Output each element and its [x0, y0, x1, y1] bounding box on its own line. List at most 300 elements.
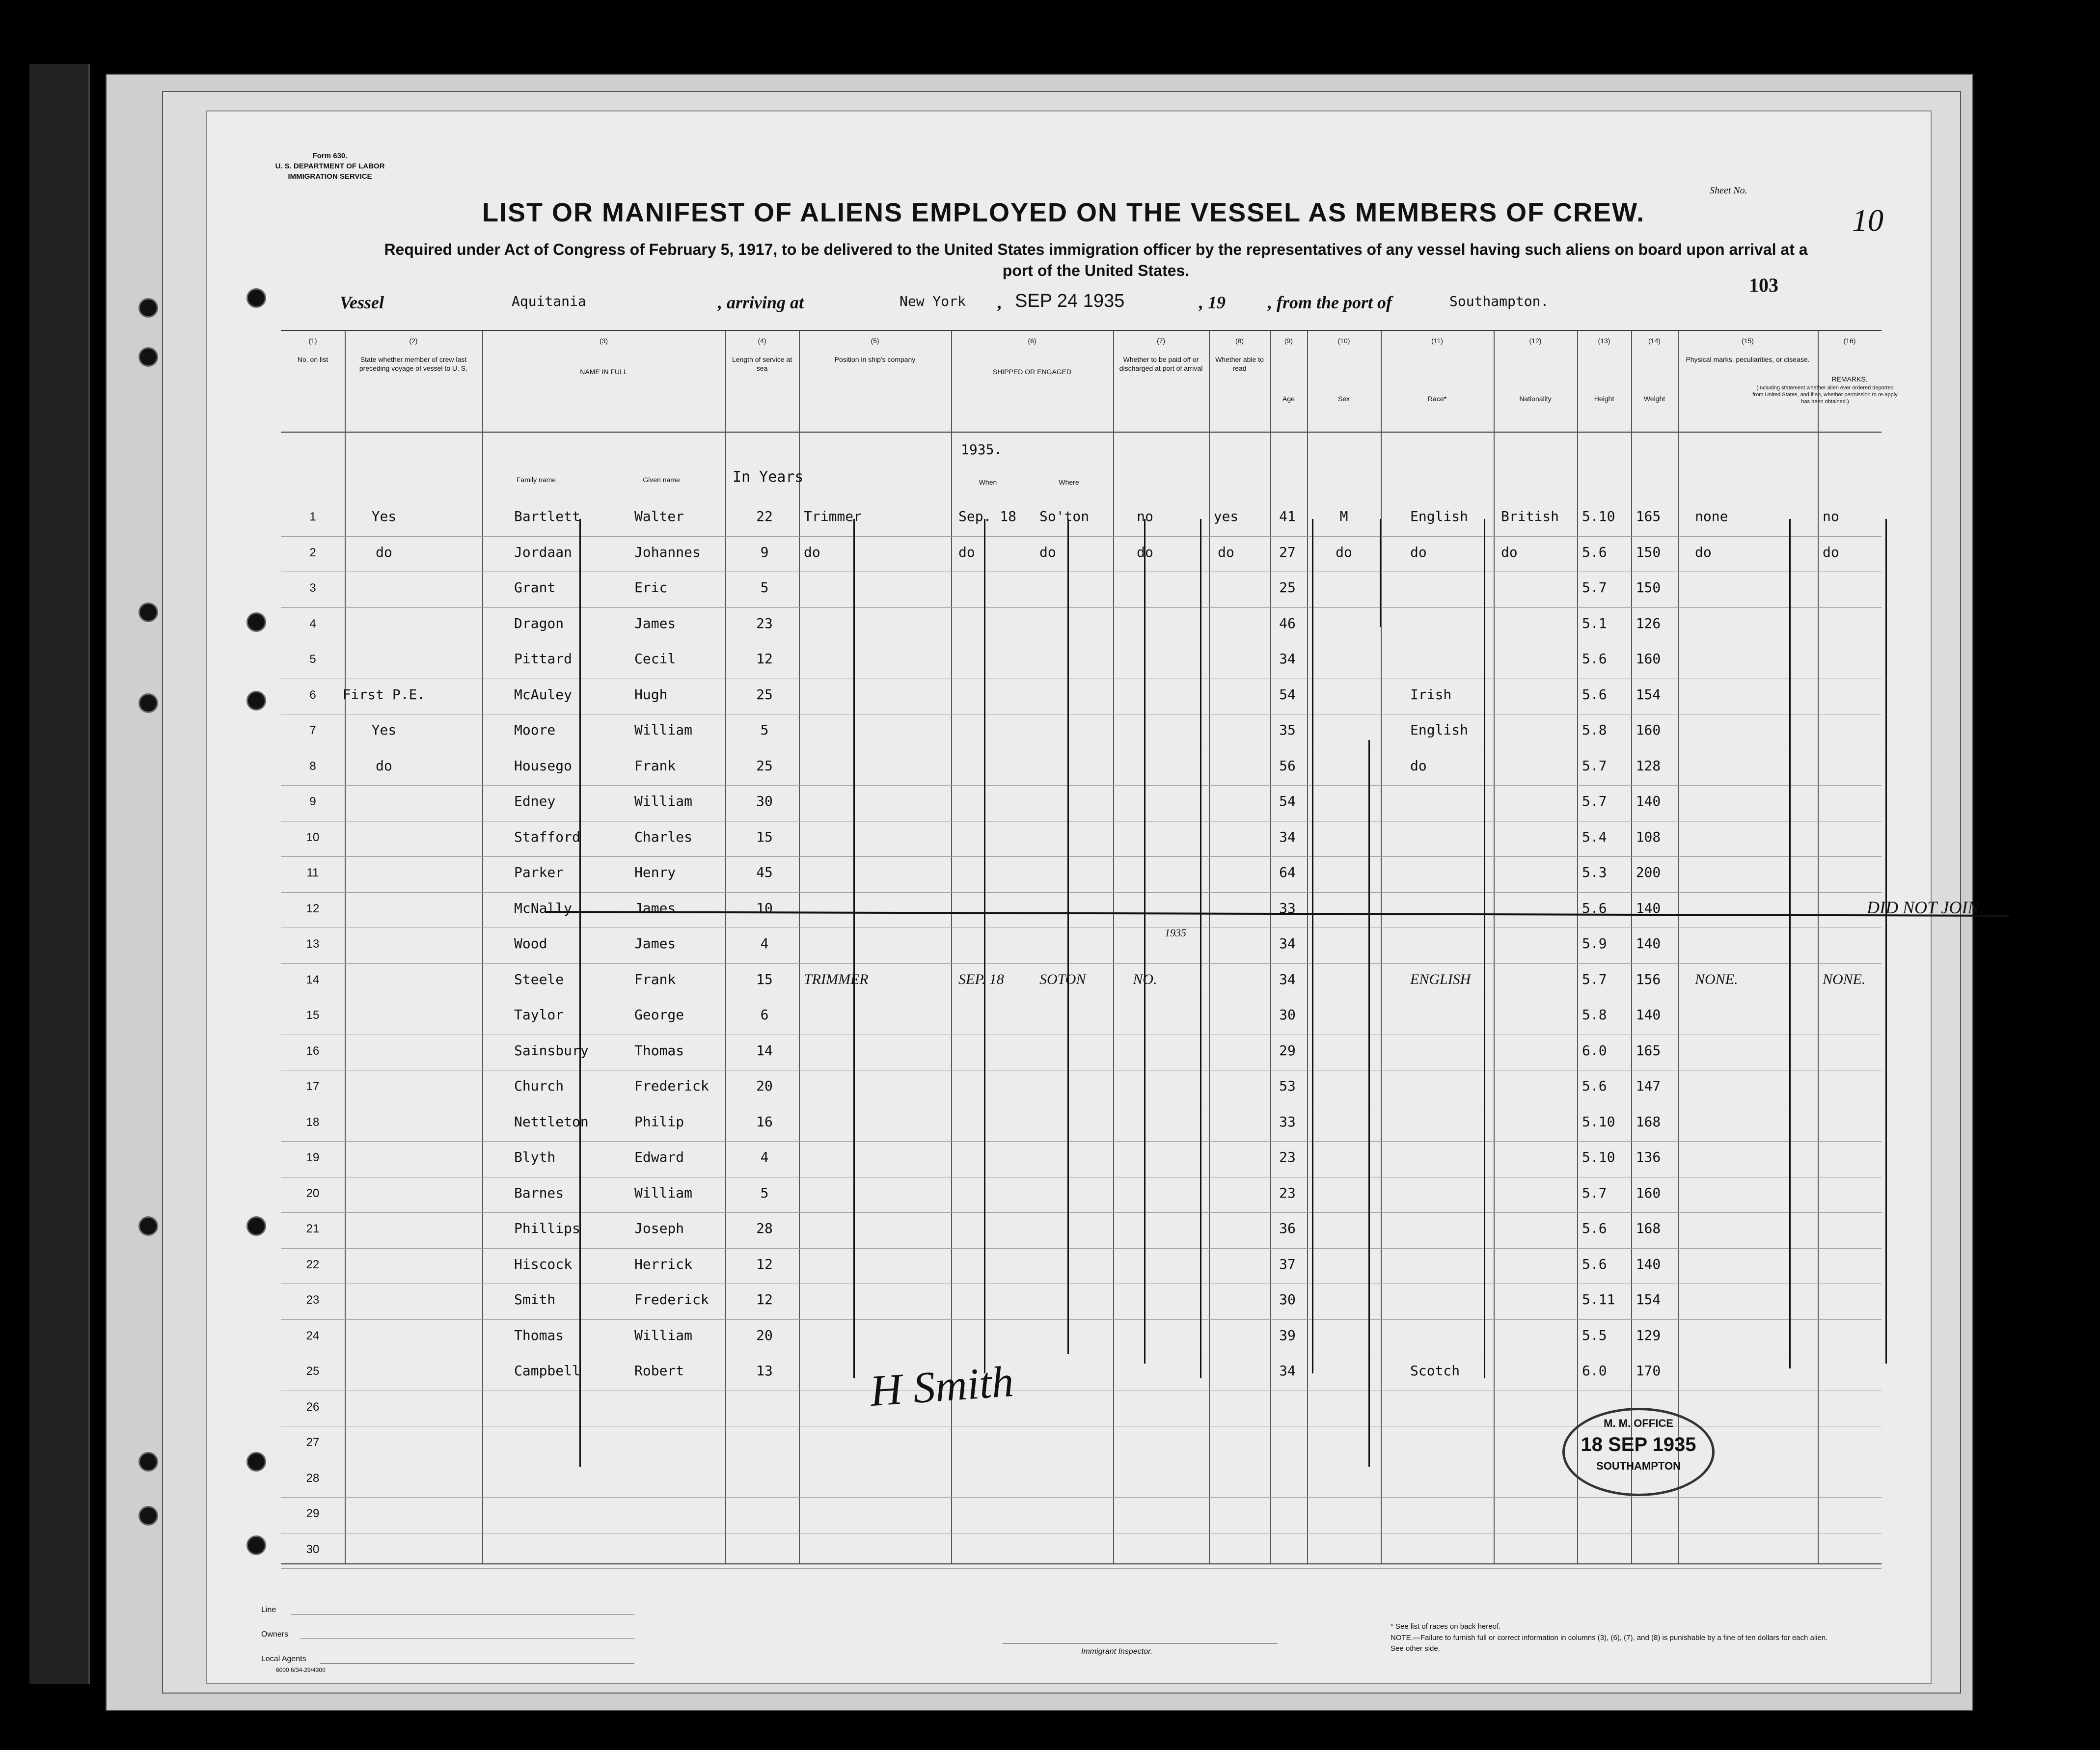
cell-family: Moore — [514, 722, 556, 738]
cell-marks: none — [1695, 508, 1728, 524]
row-number: 24 — [306, 1329, 320, 1342]
cell-weight: 150 — [1636, 579, 1661, 596]
row-number: 20 — [306, 1186, 320, 1200]
cell-weight: 128 — [1636, 757, 1661, 774]
cell-weight: 126 — [1636, 615, 1661, 631]
cell-weight: 165 — [1636, 1042, 1661, 1059]
column-header: Whether to be paid off or discharged at port of arrival — [1119, 355, 1203, 372]
cell-height: 5.7 — [1582, 793, 1607, 809]
cell-race: do — [1410, 544, 1427, 560]
cell-age: 39 — [1279, 1327, 1296, 1343]
cell-weight: 140 — [1636, 1007, 1661, 1023]
where-subheader: Where — [1059, 478, 1079, 486]
cell-age: 46 — [1279, 615, 1296, 631]
service: IMMIGRATION SERVICE — [288, 172, 372, 181]
row-number: 28 — [306, 1471, 320, 1485]
cell-height: 5.10 — [1582, 1113, 1615, 1130]
cell-age: 34 — [1279, 828, 1296, 845]
column-number: (3) — [599, 337, 608, 345]
row-number: 4 — [309, 617, 316, 630]
cell-race: English — [1410, 722, 1469, 738]
cell-age: 23 — [1279, 1149, 1296, 1165]
cell-age: 33 — [1279, 1113, 1296, 1130]
cell-given: Joseph — [634, 1220, 684, 1236]
cell-given: Frank — [634, 971, 676, 987]
cell-family: Church — [514, 1078, 564, 1094]
column-header: REMARKS. — [1831, 375, 1868, 383]
column-divider — [1818, 331, 1819, 1563]
binder-hole — [138, 602, 158, 622]
cell-weight: 147 — [1636, 1078, 1661, 1094]
row-number: 6 — [309, 688, 316, 702]
remarks-note: (Including statement whether alien ever ordered deported from United States, and if so, whether permission to re-apply has been obtained.) — [1752, 385, 1898, 405]
cell-family: Housego — [514, 757, 573, 774]
cell-height: 5.9 — [1582, 935, 1607, 952]
row-rule — [281, 1212, 1882, 1213]
cell-service: 15 — [756, 971, 773, 987]
cell-service: 25 — [756, 686, 773, 703]
cell-race: ENGLISH — [1410, 971, 1471, 987]
column-number: (16) — [1843, 337, 1856, 345]
cell-height: 5.6 — [1582, 651, 1607, 667]
vessel-name: Aquitania — [512, 293, 586, 309]
date-comma: , — [998, 293, 1002, 312]
row-number: 11 — [306, 866, 319, 879]
cell-service: 20 — [756, 1327, 773, 1343]
binder-hole — [138, 1452, 158, 1472]
cell-height: 5.7 — [1582, 1184, 1607, 1201]
cell-given: Thomas — [634, 1042, 684, 1059]
footer-agents-label: Local Agents — [261, 1655, 306, 1663]
row-rule — [281, 1141, 1882, 1142]
cell-family: McNally — [514, 900, 573, 916]
column-number: (4) — [758, 337, 766, 345]
cell-family: Smith — [514, 1291, 556, 1308]
cell-weight: 160 — [1636, 722, 1661, 738]
cell-given: Johannes — [634, 544, 701, 560]
cell-age: 34 — [1279, 1363, 1296, 1379]
cell-sex: do — [1336, 544, 1352, 560]
cell-race: Scotch — [1410, 1363, 1460, 1379]
cell-where: So'ton — [1039, 508, 1090, 524]
page-subtitle: Required under Act of Congress of February 5, 1917, to be delivered to the United States immigration officer by the representatives of any vessel having such aliens on board upon arrival at a port of the United States. — [384, 241, 1808, 280]
cell-service: 4 — [760, 1149, 769, 1165]
row-rule — [281, 856, 1882, 857]
row-number: 13 — [306, 937, 320, 951]
cell-weight: 140 — [1636, 935, 1661, 952]
departure-port: Southampton. — [1449, 293, 1549, 309]
cell-service: 13 — [756, 1363, 773, 1379]
crew-table — [281, 330, 1898, 1564]
cell-given: Walter — [634, 508, 684, 524]
column-divider — [1494, 331, 1495, 1563]
cell-service: 23 — [756, 615, 773, 631]
row-number: 2 — [309, 546, 316, 559]
column-number: (12) — [1529, 337, 1542, 345]
row-rule — [281, 1568, 1882, 1569]
cell-age: 27 — [1279, 544, 1296, 560]
cell-family: Phillips — [514, 1220, 580, 1236]
cell-height: 5.6 — [1582, 1078, 1607, 1094]
cell-family: Parker — [514, 864, 564, 880]
form-id-block — [266, 151, 394, 182]
row-number: 9 — [309, 795, 316, 808]
cell-age: 34 — [1279, 935, 1296, 952]
cell-age: 64 — [1279, 864, 1296, 880]
cell-given: Hugh — [634, 686, 668, 703]
column-header: Height — [1594, 395, 1614, 403]
row-number: 22 — [306, 1258, 320, 1271]
cell-prev: First P.E. — [342, 686, 426, 703]
row-rule — [281, 963, 1882, 964]
cell-family: Sainsbury — [514, 1042, 589, 1059]
cell-age: 54 — [1279, 686, 1296, 703]
cell-weight: 140 — [1636, 1256, 1661, 1272]
cell-service: 5 — [760, 722, 769, 738]
cell-service: 20 — [756, 1078, 773, 1094]
cell-weight: 140 — [1636, 793, 1661, 809]
cell-service: 28 — [756, 1220, 773, 1236]
stamp-place: SOUTHAMPTON — [1596, 1460, 1681, 1472]
cell-position: TRIMMER — [804, 971, 869, 987]
cell-service: 10 — [756, 900, 773, 916]
cell-paid: NO. — [1133, 971, 1157, 987]
row-number: 1 — [309, 510, 316, 523]
cell-service: 12 — [756, 651, 773, 667]
cell-family: Grant — [514, 579, 556, 596]
column-number: (8) — [1235, 337, 1244, 345]
cell-service: 22 — [756, 508, 773, 524]
cell-weight: 140 — [1636, 900, 1661, 916]
cell-paid: no — [1137, 508, 1153, 524]
column-divider — [482, 331, 483, 1563]
cell-height: 6.0 — [1582, 1363, 1607, 1379]
cell-position: Trimmer — [804, 508, 862, 524]
given-name-subheader: Given name — [643, 476, 680, 484]
cell-given: James — [634, 935, 676, 952]
cell-family: Steele — [514, 971, 564, 987]
cell-service: 25 — [756, 757, 773, 774]
cell-paid: do — [1137, 544, 1153, 560]
header-separator — [281, 432, 1882, 433]
cell-height: 5.7 — [1582, 757, 1607, 774]
cell-weight: 154 — [1636, 686, 1661, 703]
row-rule — [281, 536, 1882, 537]
column-header: Weight — [1643, 395, 1665, 403]
binder-hole — [246, 691, 266, 711]
cell-given: William — [634, 793, 693, 809]
cell-weight: 160 — [1636, 1184, 1661, 1201]
cell-marks: do — [1695, 544, 1712, 560]
cell-race: English — [1410, 508, 1469, 524]
cell-where: do — [1039, 544, 1056, 560]
cell-given: Edward — [634, 1149, 684, 1165]
year-note-row-14: 1935 — [1165, 927, 1186, 939]
row-number: 14 — [306, 973, 320, 986]
row-rule — [281, 1248, 1882, 1249]
column-number: (14) — [1648, 337, 1661, 345]
cell-weight: 168 — [1636, 1220, 1661, 1236]
binder-hole — [138, 1506, 158, 1526]
row-number: 25 — [306, 1365, 320, 1378]
cell-age: 25 — [1279, 579, 1296, 596]
cell-where: SOTON — [1039, 971, 1086, 987]
stamp-office: M. M. OFFICE — [1604, 1417, 1673, 1429]
binder-hole — [246, 288, 266, 308]
footer-notes — [1391, 1621, 1832, 1655]
column-header: Sex — [1337, 395, 1350, 403]
cell-race: do — [1410, 757, 1427, 774]
column-header: State whether member of crew last preceding voyage of vessel to U. S. — [359, 355, 468, 372]
cell-weight: 108 — [1636, 828, 1661, 845]
cell-remarks: do — [1823, 544, 1839, 560]
form-number: Form 630. — [312, 152, 348, 160]
from-port-label: , from the port of — [1268, 293, 1392, 312]
reference-number: 103 — [1749, 274, 1778, 296]
cell-height: 5.10 — [1582, 1149, 1615, 1165]
sheet-number: 10 — [1852, 203, 1883, 238]
cell-weight: 150 — [1636, 544, 1661, 560]
did-not-join-note: DID NOT JOIN. — [1867, 898, 1984, 917]
cell-read: do — [1218, 544, 1234, 560]
cell-age: 54 — [1279, 793, 1296, 809]
arrival-date-stamp: SEP 24 1935 — [1015, 291, 1125, 311]
service-unit: In Years — [733, 468, 804, 486]
cell-marks: NONE. — [1695, 971, 1738, 987]
cell-age: 53 — [1279, 1078, 1296, 1094]
column-number: (6) — [1028, 337, 1036, 345]
cell-weight: 170 — [1636, 1363, 1661, 1379]
cell-given: Cecil — [634, 651, 676, 667]
column-header: NAME IN FULL — [580, 368, 627, 376]
cell-age: 56 — [1279, 757, 1296, 774]
cell-service: 12 — [756, 1291, 773, 1308]
cell-given: William — [634, 722, 693, 738]
row-number: 17 — [306, 1080, 320, 1093]
cell-given: Henry — [634, 864, 676, 880]
cell-family: Dragon — [514, 615, 564, 631]
cell-given: George — [634, 1007, 684, 1023]
cell-family: Hiscock — [514, 1256, 573, 1272]
column-number: (2) — [409, 337, 418, 345]
cell-age: 29 — [1279, 1042, 1296, 1059]
column-header: Position in ship's company — [834, 355, 916, 363]
column-header: Nationality — [1519, 395, 1552, 403]
column-number: (11) — [1431, 337, 1443, 345]
cell-prev: do — [376, 544, 392, 560]
row-number: 23 — [306, 1293, 320, 1307]
row-number: 7 — [309, 724, 316, 737]
cell-weight: 160 — [1636, 651, 1661, 667]
cell-service: 5 — [760, 1184, 769, 1201]
cell-height: 5.6 — [1582, 686, 1607, 703]
cell-age: 35 — [1279, 722, 1296, 738]
cell-given: Frederick — [634, 1078, 709, 1094]
cell-family: McAuley — [514, 686, 573, 703]
row-number: 18 — [306, 1115, 320, 1129]
row-rule — [281, 607, 1882, 608]
binder-hole — [246, 1535, 266, 1555]
cell-service: 6 — [760, 1007, 769, 1023]
cell-height: 5.7 — [1582, 971, 1607, 987]
cell-weight: 168 — [1636, 1113, 1661, 1130]
cell-weight: 129 — [1636, 1327, 1661, 1343]
cell-height: 5.10 — [1582, 508, 1615, 524]
row-number: 16 — [306, 1044, 320, 1058]
row-number: 15 — [306, 1009, 320, 1022]
column-header: Whether able to read — [1215, 355, 1264, 372]
cell-height: 5.11 — [1582, 1291, 1615, 1308]
cell-height: 5.6 — [1582, 1256, 1607, 1272]
column-number: (13) — [1598, 337, 1610, 345]
family-name-subheader: Family name — [516, 476, 556, 484]
cell-service: 9 — [760, 544, 769, 560]
row-rule — [281, 892, 1882, 893]
column-divider — [1577, 331, 1578, 1563]
cell-height: 5.7 — [1582, 579, 1607, 596]
cell-service: 30 — [756, 793, 773, 809]
cell-weight: 154 — [1636, 1291, 1661, 1308]
cell-remarks: no — [1823, 508, 1839, 524]
cell-service: 16 — [756, 1113, 773, 1130]
cell-given: James — [634, 615, 676, 631]
row-number: 26 — [306, 1400, 320, 1414]
year-note: 1935. — [961, 441, 1003, 458]
cell-age: 30 — [1279, 1291, 1296, 1308]
cell-prev: Yes — [371, 508, 397, 524]
cell-family: Taylor — [514, 1007, 564, 1023]
cell-family: Edney — [514, 793, 556, 809]
cell-height: 5.3 — [1582, 864, 1607, 880]
cell-position: do — [804, 544, 820, 560]
cell-height: 5.6 — [1582, 1220, 1607, 1236]
fine-note: NOTE.—Failure to furnish full or correct information in columns (3), (6), (7), and (8) is punishable by a fine of ten dollars for each alien. See other side. — [1391, 1633, 1828, 1653]
row-number: 29 — [306, 1507, 320, 1520]
cell-prev: do — [376, 757, 392, 774]
cell-given: William — [634, 1327, 693, 1343]
cell-age: 30 — [1279, 1007, 1296, 1023]
column-header: Age — [1282, 395, 1295, 403]
cell-age: 34 — [1279, 651, 1296, 667]
inspector-label: Immigrant Inspector. — [1081, 1647, 1153, 1656]
column-number: (7) — [1156, 337, 1166, 345]
cell-height: 6.0 — [1582, 1042, 1607, 1059]
row-number: 5 — [309, 653, 316, 666]
cell-age: 33 — [1279, 900, 1296, 916]
row-number: 30 — [306, 1542, 320, 1556]
cell-sex: M — [1339, 508, 1348, 524]
row-rule — [281, 1319, 1882, 1320]
cell-service: 45 — [756, 864, 773, 880]
cell-family: Bartlett — [514, 508, 580, 524]
cell-when: SEP. 18 — [958, 971, 1004, 987]
cell-race: Irish — [1410, 686, 1452, 703]
cell-given: Philip — [634, 1113, 684, 1130]
cell-prev: Yes — [371, 722, 397, 738]
cell-age: 34 — [1279, 971, 1296, 987]
cell-height: 5.4 — [1582, 828, 1607, 845]
column-header: No. on list — [297, 355, 328, 363]
arrival-port: New York — [900, 293, 966, 309]
cell-family: Jordaan — [514, 544, 573, 560]
column-number: (5) — [871, 337, 879, 345]
cell-service: 14 — [756, 1042, 773, 1059]
print-code: 6000 6/34-29/4300 — [276, 1667, 326, 1673]
footer-owners-label: Owners — [261, 1630, 289, 1639]
cell-when: do — [958, 544, 975, 560]
cell-weight: 165 — [1636, 508, 1661, 524]
vessel-label: Vessel — [340, 293, 384, 312]
cell-age: 37 — [1279, 1256, 1296, 1272]
cell-weight: 156 — [1636, 971, 1661, 987]
cell-given: Herrick — [634, 1256, 693, 1272]
inspector-signature: H Smith — [868, 1357, 1015, 1416]
cell-given: Charles — [634, 828, 693, 845]
cell-family: Pittard — [514, 651, 573, 667]
cell-given: William — [634, 1184, 693, 1201]
cell-remarks: NONE. — [1823, 971, 1866, 987]
row-number: 21 — [306, 1222, 320, 1235]
footer-line-label: Line — [261, 1606, 276, 1614]
cell-family: Campbell — [514, 1363, 580, 1379]
cell-height: 5.6 — [1582, 900, 1607, 916]
cell-height: 5.6 — [1582, 544, 1607, 560]
column-header: SHIPPED OR ENGAGED — [992, 368, 1072, 376]
row-number: 12 — [306, 902, 320, 915]
row-number: 27 — [306, 1436, 320, 1449]
cell-when: Sep. 18 — [958, 508, 1017, 524]
cell-family: Nettleton — [514, 1113, 589, 1130]
row-rule — [281, 1497, 1882, 1498]
cell-given: Frederick — [634, 1291, 709, 1308]
cell-weight: 200 — [1636, 864, 1661, 880]
row-number: 3 — [309, 581, 316, 595]
cell-service: 5 — [760, 579, 769, 596]
year-label: , 19 — [1199, 293, 1226, 312]
cell-nationality: do — [1501, 544, 1518, 560]
binder-hole — [246, 612, 266, 632]
column-header: Length of service at sea — [732, 355, 792, 372]
binder-hole — [138, 1216, 158, 1236]
row-number: 19 — [306, 1151, 320, 1164]
manifest-sheet — [206, 110, 1984, 1684]
arriving-label: , arriving at — [718, 293, 804, 312]
cell-service: 4 — [760, 935, 769, 952]
cell-given: James — [634, 900, 676, 916]
cell-service: 12 — [756, 1256, 773, 1272]
cell-height: 5.8 — [1582, 722, 1607, 738]
cell-given: Robert — [634, 1363, 684, 1379]
column-number: (10) — [1337, 337, 1350, 345]
page-title: LIST OR MANIFEST OF ALIENS EMPLOYED ON THE VESSEL AS MEMBERS OF CREW. — [482, 198, 1645, 227]
cell-height: 5.5 — [1582, 1327, 1607, 1343]
cell-family: Stafford — [514, 828, 580, 845]
sheet-number-label: Sheet No. — [1710, 185, 1747, 196]
cell-given: Eric — [634, 579, 668, 596]
column-number: (15) — [1742, 337, 1754, 345]
binder-edge — [29, 64, 90, 1684]
binder-hole — [138, 693, 158, 713]
column-header: Race* — [1427, 395, 1447, 403]
row-rule — [281, 785, 1882, 786]
when-subheader: When — [979, 478, 997, 486]
cell-family: Blyth — [514, 1149, 556, 1165]
cell-service: 15 — [756, 828, 773, 845]
cell-given: Frank — [634, 757, 676, 774]
cell-height: 5.8 — [1582, 1007, 1607, 1023]
row-number: 8 — [309, 759, 316, 773]
binder-hole — [138, 347, 158, 367]
